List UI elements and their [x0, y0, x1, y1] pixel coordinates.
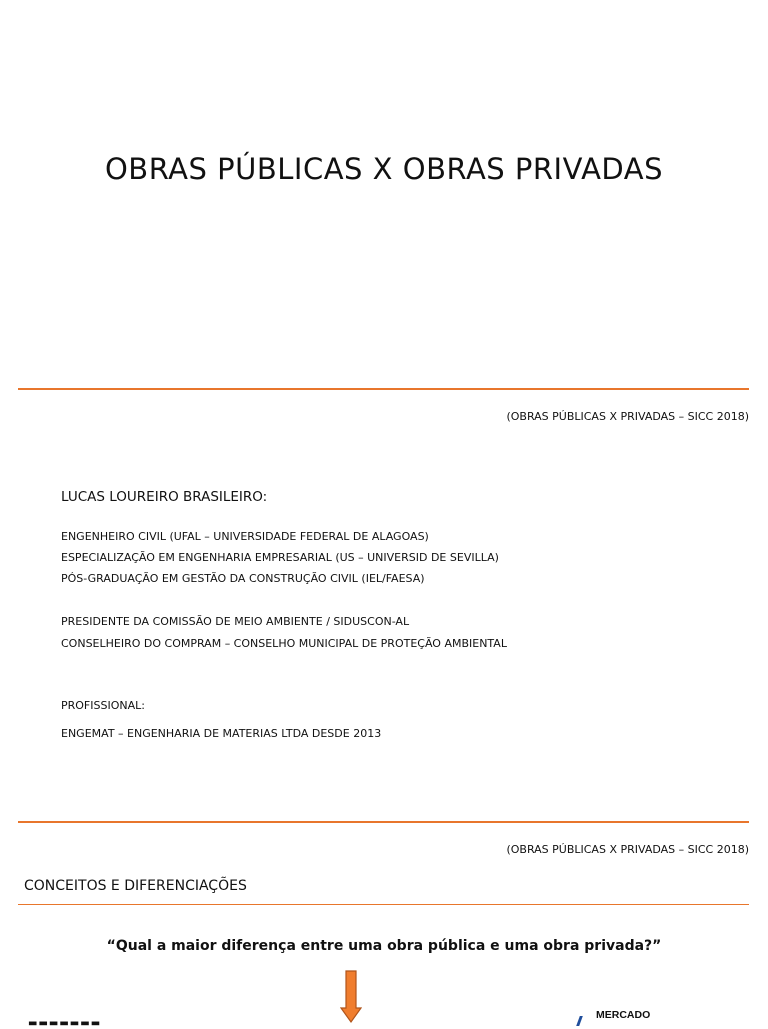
section-title: CONCEITOS E DIFERENCIAÇÕES	[24, 878, 247, 894]
down-arrow-icon	[340, 970, 362, 1024]
role-line: PRESIDENTE DA COMISSÃO DE MEIO AMBIENTE / SIDUSCON-AL	[61, 615, 410, 628]
role-line: CONSELHEIRO DO COMPRAM – CONSELHO MUNICIPAL DE PROTEÇÃO AMBIENTAL	[61, 637, 507, 650]
logo-text: MERCADO	[596, 1009, 651, 1021]
slide-divider	[18, 821, 749, 823]
professional-label: PROFISSIONAL:	[61, 699, 145, 712]
education-line: ENGENHEIRO CIVIL (UFAL – UNIVERSIDADE FEDERAL DE ALAGOAS)	[61, 530, 429, 543]
slide-header-reference: (OBRAS PÚBLICAS X PRIVADAS – SICC 2018)	[506, 410, 749, 423]
section-divider	[18, 904, 749, 905]
slide-title: OBRAS PÚBLICAS X OBRAS PRIVADAS	[104, 152, 664, 186]
cut-off-label: ▬▬▬▬▬▬▬	[28, 1018, 102, 1029]
education-line: ESPECIALIZAÇÃO EM ENGENHARIA EMPRESARIAL (US – UNIVERSID DE SEVILLA)	[61, 551, 499, 564]
slide-header-reference: (OBRAS PÚBLICAS X PRIVADAS – SICC 2018)	[506, 843, 749, 856]
professional-value: ENGEMAT – ENGENHARIA DE MATERIAS LTDA DESDE 2013	[61, 727, 382, 740]
logo-mark-icon	[576, 1016, 583, 1026]
education-line: PÓS-GRADUAÇÃO EM GESTÃO DA CONSTRUÇÃO CIVIL (IEL/FAESA)	[61, 572, 425, 585]
presenter-name: LUCAS LOUREIRO BRASILEIRO:	[61, 489, 268, 505]
question-text: “Qual a maior diferença entre uma obra pública e uma obra privada?”	[106, 938, 662, 954]
slide-divider	[18, 388, 749, 390]
